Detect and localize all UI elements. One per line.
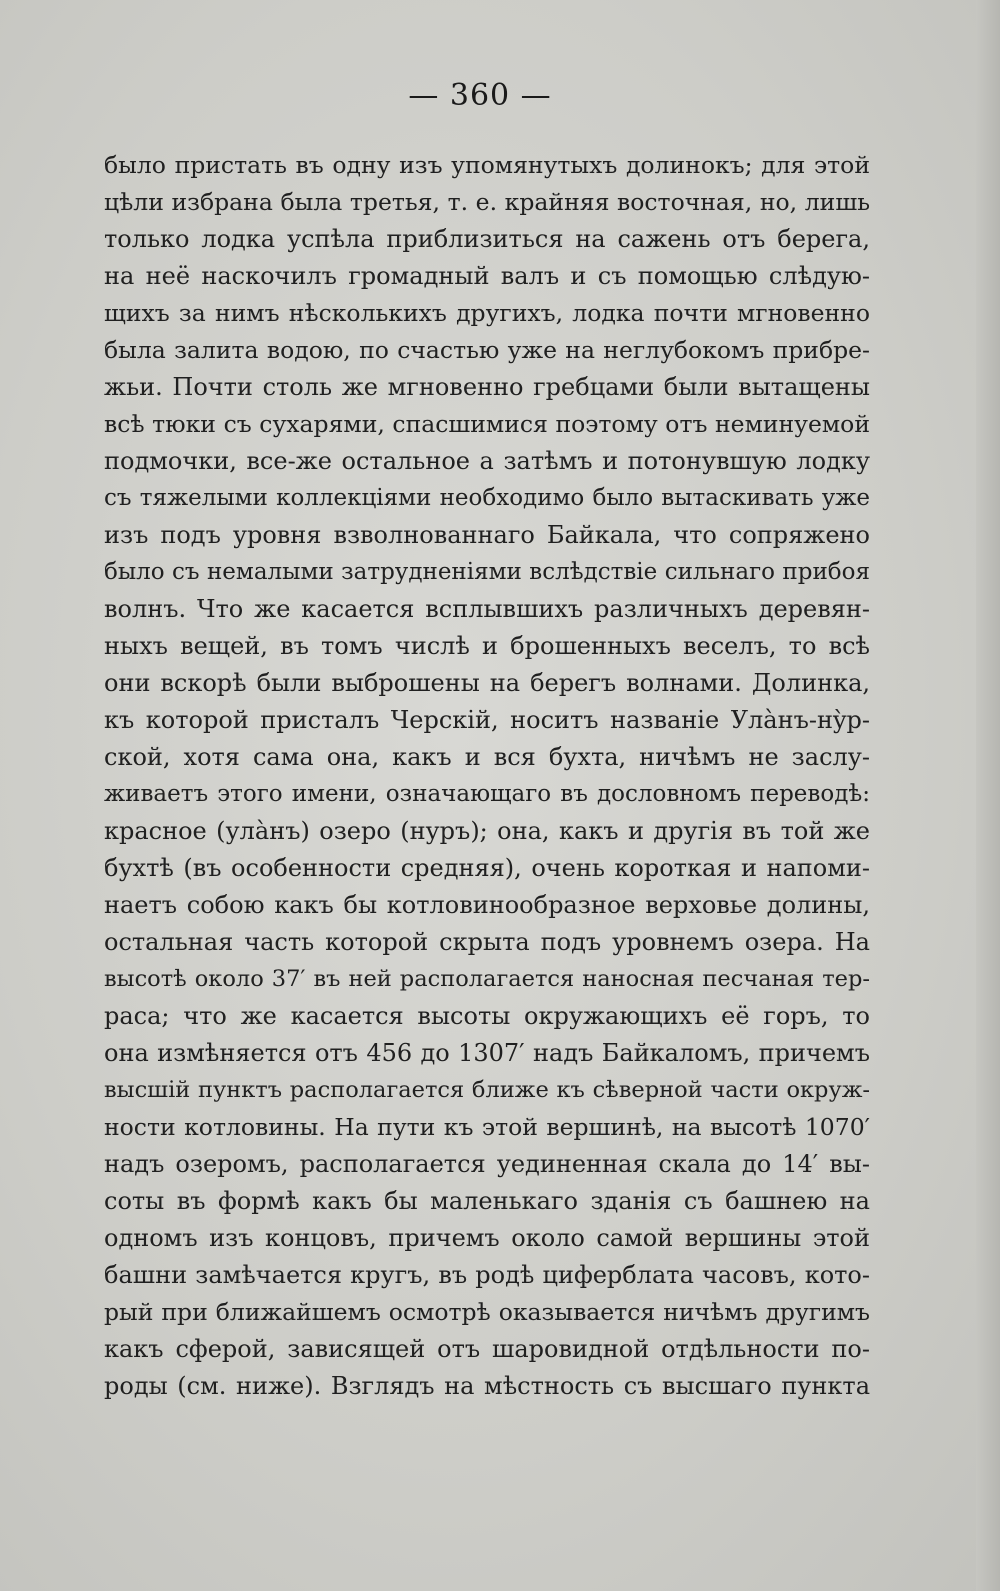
text-line: какъ сферой, зависящей отъ шаровидной отдѣльности по- bbox=[104, 1335, 870, 1363]
text-line: наетъ собою какъ бы котловинообразное верховье долины, bbox=[104, 891, 870, 919]
text-line: щихъ за нимъ нѣсколькихъ другихъ, лодка почти мгновенно bbox=[104, 299, 870, 327]
text-line: соты въ формѣ какъ бы маленькаго зданія съ башнею на bbox=[104, 1187, 870, 1215]
text-line: башни замѣчается кругъ, въ родѣ циферблата часовъ, кото- bbox=[104, 1261, 870, 1289]
text-line: на неё наскочилъ громадный валъ и съ помощью слѣдую- bbox=[104, 262, 870, 290]
text-line: высотѣ около 37′ въ ней располагается наносная песчаная тер- bbox=[104, 966, 870, 992]
text-line: цѣли избрана была третья, т. е. крайняя восточная, но, лишь bbox=[104, 188, 870, 216]
page-number: — 360 — bbox=[408, 78, 552, 113]
text-line: было пристать въ одну изъ упомянутыхъ долинокъ; для этой bbox=[104, 151, 870, 179]
text-line: всѣ тюки съ сухарями, спасшимися поэтому отъ неминуемой bbox=[104, 410, 870, 438]
text-line: изъ подъ уровня взволнованнаго Байкала, что сопряжено bbox=[104, 521, 870, 549]
text-line: она измѣняется отъ 456 до 1307′ надъ Байкаломъ, причемъ bbox=[104, 1039, 870, 1067]
text-line: только лодка успѣла приблизиться на сажень отъ берега, bbox=[104, 225, 870, 253]
text-line: было съ немалыми затрудненіями вслѣдствіе сильнаго прибоя bbox=[104, 559, 870, 585]
text-line: къ которой присталъ Черскій, носитъ названіе Улàнъ-нỳр- bbox=[104, 706, 870, 734]
text-line: ской, хотя сама она, какъ и вся бухта, ничѣмъ не заслу- bbox=[104, 743, 870, 771]
text-line: одномъ изъ концовъ, причемъ около самой вершины этой bbox=[104, 1224, 870, 1252]
text-line: ныхъ вещей, въ томъ числѣ и брошенныхъ веселъ, то всѣ bbox=[104, 632, 870, 660]
text-line: бухтѣ (въ особенности средняя), очень короткая и напоми- bbox=[104, 854, 870, 882]
text-line: съ тяжелыми коллекціями необходимо было вытаскивать уже bbox=[104, 485, 870, 511]
text-line: была залита водою, по счастью уже на неглубокомъ прибре- bbox=[104, 336, 870, 364]
text-line: жьи. Почти столь же мгновенно гребцами были вытащены bbox=[104, 373, 870, 401]
text-line: ности котловины. На пути къ этой вершинѣ, на высотѣ 1070′ bbox=[104, 1113, 870, 1141]
page-edge-shadow bbox=[976, 0, 1000, 1591]
text-line: красное (улàнъ) озеро (нуръ); она, какъ и другія въ той же bbox=[104, 817, 870, 845]
text-line: рый при ближайшемъ осмотрѣ оказывается ничѣмъ другимъ bbox=[104, 1298, 870, 1326]
text-line: раса; что же касается высоты окружающихъ её горъ, то bbox=[104, 1002, 870, 1030]
text-line: роды (см. ниже). Взглядъ на мѣстность съ высшаго пункта bbox=[104, 1372, 870, 1400]
text-line: они вскорѣ были выброшены на берегъ волнами. Долинка, bbox=[104, 669, 870, 697]
text-line: высшій пунктъ располагается ближе къ сѣверной части окруж- bbox=[104, 1077, 870, 1103]
text-line: волнъ. Что же касается всплывшихъ различныхъ деревян- bbox=[104, 595, 870, 623]
text-line: остальная часть которой скрыта подъ уровнемъ озера. На bbox=[104, 928, 870, 956]
text-line: надъ озеромъ, располагается уединенная скала до 14′ вы- bbox=[104, 1150, 870, 1178]
text-line: подмочки, все-же остальное а затѣмъ и потонувшую лодку bbox=[104, 447, 870, 475]
text-line: живаетъ этого имени, означающаго въ дословномъ переводѣ: bbox=[104, 781, 870, 807]
body-text bbox=[104, 147, 870, 1405]
